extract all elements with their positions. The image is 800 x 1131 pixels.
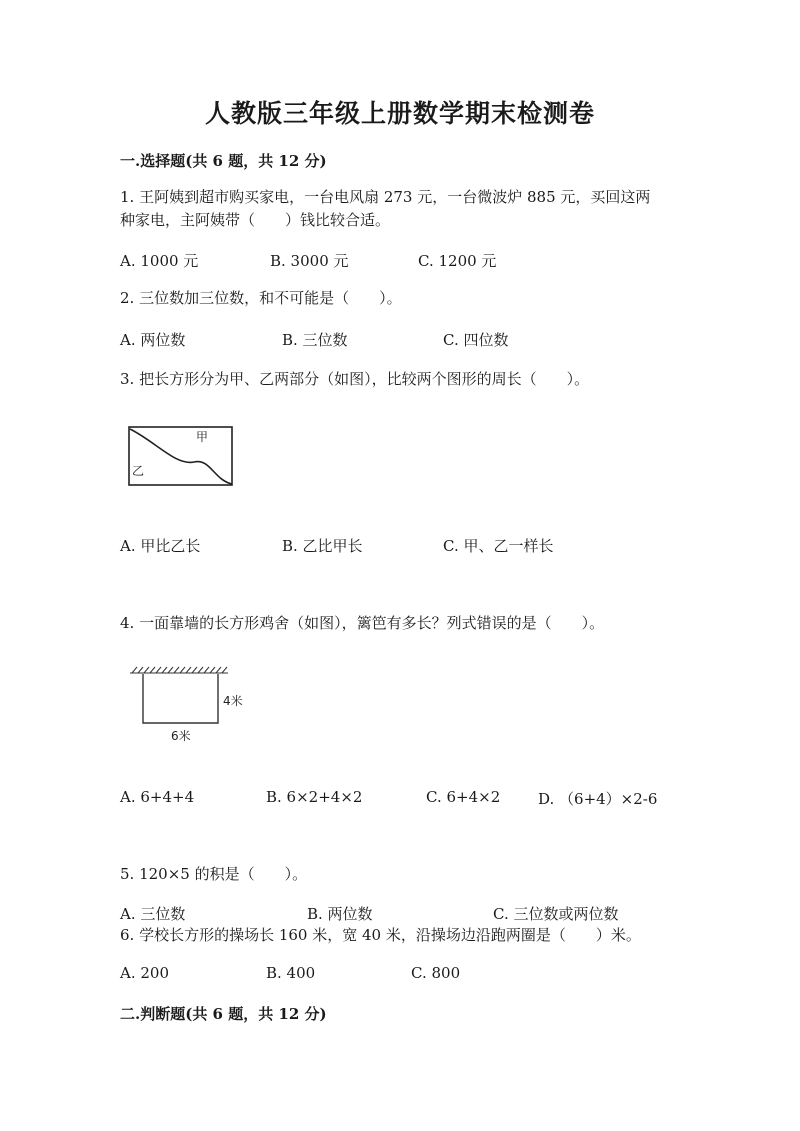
section-heading-judgment: 二.判断题(共 6 题，共 12 分) <box>120 1005 327 1023</box>
question-3-option-a: A. 甲比乙长 <box>120 537 201 555</box>
question-1-option-c: C. 1200 元 <box>418 252 497 270</box>
question-2-option-b: B. 三位数 <box>282 331 348 349</box>
question-2-option-a: A. 两位数 <box>120 331 186 349</box>
henhouse-figure <box>126 664 251 746</box>
question-3-line-1: 3. 把长方形分为甲、乙两部分（如图），比较两个图形的周长（ ）。 <box>120 370 590 388</box>
question-4-option-a: A. 6+4+4 <box>120 788 195 806</box>
section-heading-choice: 一.选择题(共 6 题，共 12 分) <box>120 152 327 170</box>
question-5-option-c: C. 三位数或两位数 <box>493 905 619 923</box>
question-5-option-b: B. 两位数 <box>307 905 373 923</box>
question-6-option-c: C. 800 <box>411 964 461 982</box>
question-6-option-b: B. 400 <box>266 964 316 982</box>
question-6-option-a: A. 200 <box>120 964 169 982</box>
wall-hatching <box>130 667 228 673</box>
figure-label-6m: 6米 <box>171 729 191 743</box>
question-2-line-1: 2. 三位数加三位数，和不可能是（ ）。 <box>120 289 402 307</box>
rectangle-split-figure <box>126 422 236 490</box>
question-5-line-1: 5. 120×5 的积是（ ）。 <box>120 865 308 883</box>
figure-dividing-curve <box>130 429 232 484</box>
question-5-option-a: A. 三位数 <box>120 905 186 923</box>
figure-label-jia: 甲 <box>196 430 209 444</box>
fence-outline <box>143 674 218 723</box>
page-title: 人教版三年级上册数学期末检测卷 <box>204 99 595 128</box>
question-1-option-b: B. 3000 元 <box>270 252 349 270</box>
question-2-option-c: C. 四位数 <box>443 331 509 349</box>
question-4-option-c: C. 6+4×2 <box>426 788 501 806</box>
question-1-option-a: A. 1000 元 <box>120 252 199 270</box>
question-6-line-1: 6. 学校长方形的操场长 160 米，宽 40 米，沿操场边沿跑两圈是（ ）米。 <box>120 926 641 944</box>
figure-label-4m: 4米 <box>223 694 243 708</box>
question-4-option-d: D. （6+4）×2-6 <box>538 790 658 808</box>
figure-rectangle <box>129 427 232 485</box>
question-3-option-c: C. 甲、乙一样长 <box>443 537 554 555</box>
question-1-line-2: 种家电，主阿姨带（ ）钱比较合适。 <box>120 211 391 229</box>
question-4-line-1: 4. 一面靠墙的长方形鸡舍（如图），篱笆有多长？列式错误的是（ ）。 <box>120 614 605 632</box>
figure-label-yi: 乙 <box>132 464 145 478</box>
question-4-option-b: B. 6×2+4×2 <box>266 788 363 806</box>
question-3-option-b: B. 乙比甲长 <box>282 537 363 555</box>
question-1-line-1: 1. 王阿姨到超市购买家电，一台电风扇 273 元，一台微波炉 885 元，买回这两 <box>120 188 651 206</box>
